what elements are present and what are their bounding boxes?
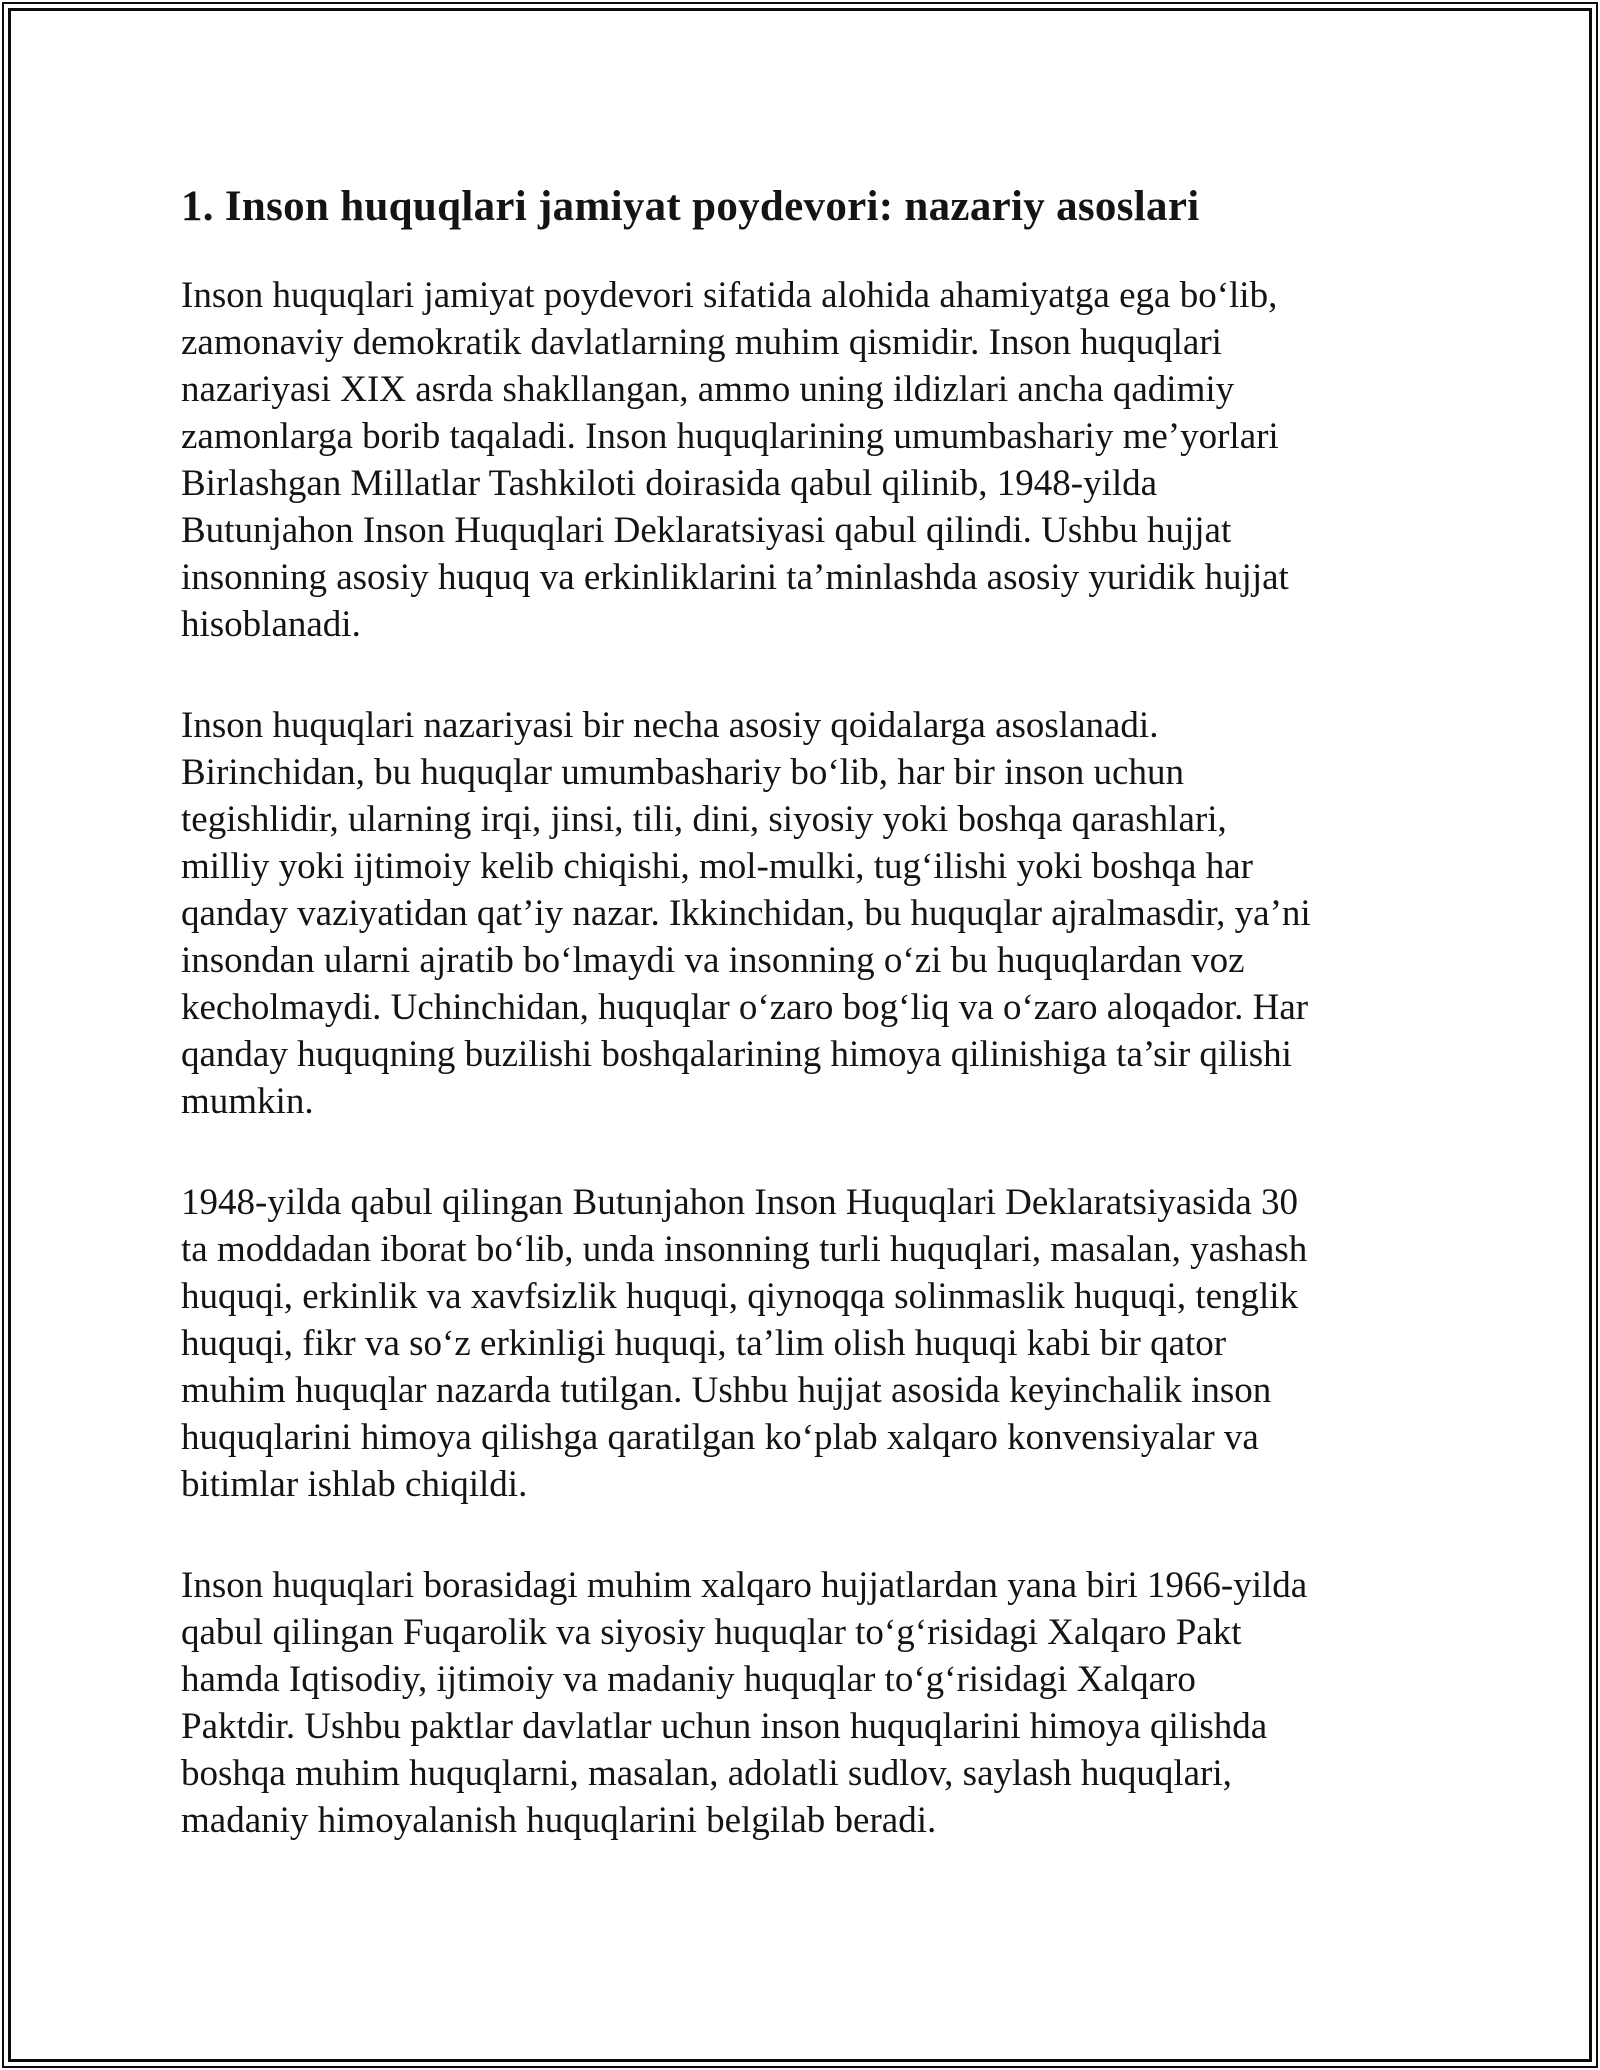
- text-line: bitimlar ishlab chiqildi.: [181, 1464, 528, 1505]
- text-line: nazariyasi XIX asrda shakllangan, ammo uning ildizlari ancha qadimiy: [181, 369, 1235, 410]
- text-line: insondan ularni ajratib bo‘lmaydi va insonning o‘zi bu huquqlardan voz: [181, 940, 1245, 981]
- paragraph-4: [181, 1562, 1461, 1844]
- paragraph-1: [181, 272, 1461, 648]
- text-line: 1948-yilda qabul qilingan Butunjahon Inson Huquqlari Deklaratsiyasida 30: [181, 1182, 1298, 1223]
- text-line: qanday vaziyatidan qat’iy nazar. Ikkinchidan, bu huquqlar ajralmasdir, ya’ni: [181, 893, 1311, 934]
- text-line: zamonaviy demokratik davlatlarning muhim qismidir. Inson huquqlari: [181, 322, 1222, 363]
- text-line: Butunjahon Inson Huquqlari Deklaratsiyasi qabul qilindi. Ushbu hujjat: [181, 510, 1232, 551]
- text-line: Inson huquqlari nazariyasi bir necha asosiy qoidalarga asoslanadi.: [181, 705, 1159, 746]
- text-line: ta moddadan iborat bo‘lib, unda insonning turli huquqlari, masalan, yashash: [181, 1229, 1308, 1270]
- text-line: huquqi, fikr va so‘z erkinligi huquqi, ta’lim olish huquqi kabi bir qator: [181, 1323, 1227, 1364]
- text-line: Birlashgan Millatlar Tashkiloti doirasida qabul qilinib, 1948-yilda: [181, 463, 1158, 504]
- text-line: qanday huquqning buzilishi boshqalarining himoya qilinishiga ta’sir qilishi: [181, 1034, 1292, 1075]
- text-line: Inson huquqlari jamiyat poydevori sifatida alohida ahamiyatga ega bo‘lib,: [181, 275, 1278, 316]
- text-line: hisoblanadi.: [181, 604, 361, 645]
- text-line: madaniy himoyalanish huquqlarini belgilab beradi.: [181, 1800, 937, 1841]
- text-line: muhim huquqlar nazarda tutilgan. Ushbu hujjat asosida keyinchalik inson: [181, 1370, 1272, 1411]
- text-line: huquqi, erkinlik va xavfsizlik huquqi, qiynoqqa solinmaslik huquqi, tenglik: [181, 1276, 1299, 1317]
- text-line: boshqa muhim huquqlarni, masalan, adolatli sudlov, saylash huquqlari,: [181, 1753, 1232, 1794]
- text-line: Paktdir. Ushbu paktlar davlatlar uchun inson huquqlarini himoya qilishda: [181, 1706, 1268, 1747]
- page-title: 1. Inson huquqlari jamiyat poydevori: nazariy asoslari: [181, 183, 1200, 230]
- text-line: Inson huquqlari borasidagi muhim xalqaro hujjatlardan yana biri 1966-yilda: [181, 1565, 1308, 1606]
- text-line: mumkin.: [181, 1081, 314, 1122]
- paragraph-2: [181, 702, 1461, 1125]
- text-line: huquqlarini himoya qilishga qaratilgan ko‘plab xalqaro konvensiyalar va: [181, 1417, 1259, 1458]
- paragraph-3: [181, 1179, 1461, 1508]
- text-line: Birinchidan, bu huquqlar umumbashariy bo‘lib, har bir inson uchun: [181, 752, 1184, 793]
- text-line: hamda Iqtisodiy, ijtimoiy va madaniy huquqlar to‘g‘risidagi Xalqaro: [181, 1659, 1196, 1700]
- text-line: tegishlidir, ularning irqi, jinsi, tili, dini, siyosiy yoki boshqa qarashlari,: [181, 799, 1227, 840]
- text-line: zamonlarga borib taqaladi. Inson huquqlarining umumbashariy me’yorlari: [181, 416, 1279, 457]
- text-line: kecholmaydi. Uchinchidan, huquqlar o‘zaro bog‘liq va o‘zaro aloqador. Har: [181, 987, 1309, 1028]
- page-content: [181, 180, 1461, 1898]
- text-line: milliy yoki ijtimoiy kelib chiqishi, mol-mulki, tug‘ilishi yoki boshqa har: [181, 846, 1253, 887]
- text-line: insonning asosiy huquq va erkinliklarini ta’minlashda asosiy yuridik hujjat: [181, 557, 1289, 598]
- text-line: qabul qilingan Fuqarolik va siyosiy huquqlar to‘g‘risidagi Xalqaro Pakt: [181, 1612, 1242, 1653]
